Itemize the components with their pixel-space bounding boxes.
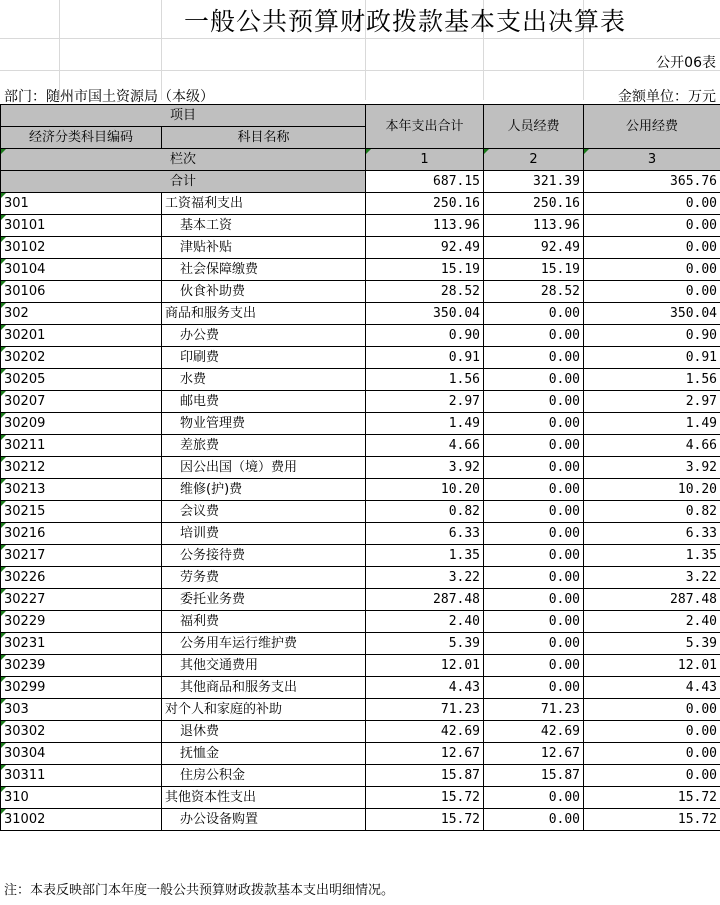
row-name: 邮电费	[162, 391, 366, 413]
row-name: 基本工资	[162, 215, 366, 237]
row-code: 301	[1, 193, 162, 215]
row-public: 0.00	[584, 237, 720, 259]
row-name: 其他交通费用	[162, 655, 366, 677]
row-code: 30231	[1, 633, 162, 655]
row-total: 10.20	[366, 479, 484, 501]
row-personnel: 0.00	[484, 479, 584, 501]
expenditure-table	[0, 104, 720, 831]
header-name: 科目名称	[162, 127, 366, 149]
table-row	[1, 325, 720, 347]
row-total: 42.69	[366, 721, 484, 743]
row-code: 30217	[1, 545, 162, 567]
row-total: 0.82	[366, 501, 484, 523]
row-public: 6.33	[584, 523, 720, 545]
row-total: 0.90	[366, 325, 484, 347]
row-code: 30207	[1, 391, 162, 413]
row-total: 287.48	[366, 589, 484, 611]
table-number: 公开06表	[656, 55, 716, 71]
row-public: 3.22	[584, 567, 720, 589]
row-personnel: 0.00	[484, 413, 584, 435]
table-row	[1, 765, 720, 787]
row-total: 15.72	[366, 809, 484, 831]
department-label: 部门：随州市国土资源局（本级）	[4, 89, 214, 105]
row-code: 30202	[1, 347, 162, 369]
row-code: 30302	[1, 721, 162, 743]
table-row	[1, 589, 720, 611]
row-personnel: 0.00	[484, 457, 584, 479]
row-total: 250.16	[366, 193, 484, 215]
row-personnel: 0.00	[484, 809, 584, 831]
row-public: 4.43	[584, 677, 720, 699]
table-row	[1, 457, 720, 479]
table-row	[1, 633, 720, 655]
table-row	[1, 193, 720, 215]
row-personnel: 0.00	[484, 589, 584, 611]
amount-unit-label: 金额单位：万元	[618, 89, 716, 105]
row-name: 培训费	[162, 523, 366, 545]
row-name: 福利费	[162, 611, 366, 633]
row-public: 0.00	[584, 699, 720, 721]
row-total: 5.39	[366, 633, 484, 655]
row-total: 71.23	[366, 699, 484, 721]
row-public: 10.20	[584, 479, 720, 501]
row-total: 4.43	[366, 677, 484, 699]
row-total: 350.04	[366, 303, 484, 325]
row-code: 30226	[1, 567, 162, 589]
row-name: 公务用车运行维护费	[162, 633, 366, 655]
header-code: 经济分类科目编码	[1, 127, 162, 149]
row-personnel: 0.00	[484, 325, 584, 347]
row-code: 303	[1, 699, 162, 721]
row-code: 30213	[1, 479, 162, 501]
row-name: 劳务费	[162, 567, 366, 589]
row-name: 委托业务费	[162, 589, 366, 611]
row-index	[1, 149, 720, 171]
row-name: 会议费	[162, 501, 366, 523]
row-total: 1.49	[366, 413, 484, 435]
row-public: 12.01	[584, 655, 720, 677]
table-row	[1, 479, 720, 501]
row-name: 办公设备购置	[162, 809, 366, 831]
row-name: 印刷费	[162, 347, 366, 369]
table-row	[1, 391, 720, 413]
row-total: 3.22	[366, 567, 484, 589]
row-personnel: 0.00	[484, 347, 584, 369]
table-row	[1, 259, 720, 281]
table-row	[1, 655, 720, 677]
row-personnel: 0.00	[484, 523, 584, 545]
row-public: 0.90	[584, 325, 720, 347]
row-public: 287.48	[584, 589, 720, 611]
row-public: 0.91	[584, 347, 720, 369]
row-code: 30106	[1, 281, 162, 303]
table-row	[1, 369, 720, 391]
row-code: 31002	[1, 809, 162, 831]
row-code: 30212	[1, 457, 162, 479]
row-public: 0.00	[584, 193, 720, 215]
row-personnel: 0.00	[484, 435, 584, 457]
row-personnel: 0.00	[484, 303, 584, 325]
row-personnel: 0.00	[484, 501, 584, 523]
table-row	[1, 413, 720, 435]
table-row	[1, 721, 720, 743]
row-personnel: 0.00	[484, 655, 584, 677]
row-personnel: 0.00	[484, 611, 584, 633]
header-item: 项目	[1, 105, 366, 127]
row-name: 住房公积金	[162, 765, 366, 787]
row-public: 0.00	[584, 259, 720, 281]
row-name: 公务接待费	[162, 545, 366, 567]
table-row	[1, 501, 720, 523]
row-code: 30205	[1, 369, 162, 391]
table-row	[1, 347, 720, 369]
row-name: 工资福利支出	[162, 193, 366, 215]
row-total: 0.91	[366, 347, 484, 369]
row-personnel: 71.23	[484, 699, 584, 721]
row-public: 15.72	[584, 809, 720, 831]
table-row	[1, 215, 720, 237]
row-personnel: 0.00	[484, 677, 584, 699]
row-public: 0.00	[584, 281, 720, 303]
row-code: 30101	[1, 215, 162, 237]
row-public: 0.00	[584, 721, 720, 743]
row-code: 30311	[1, 765, 162, 787]
row-total: 2.97	[366, 391, 484, 413]
row-name: 水费	[162, 369, 366, 391]
total-personnel: 321.39	[484, 171, 584, 193]
table-row	[1, 281, 720, 303]
row-total: 113.96	[366, 215, 484, 237]
row-public: 1.49	[584, 413, 720, 435]
row-personnel: 113.96	[484, 215, 584, 237]
row-total: 92.49	[366, 237, 484, 259]
row-total: 1.56	[366, 369, 484, 391]
row-total: 1.35	[366, 545, 484, 567]
row-personnel: 92.49	[484, 237, 584, 259]
row-total: 12.01	[366, 655, 484, 677]
row-code: 30227	[1, 589, 162, 611]
row-personnel: 0.00	[484, 787, 584, 809]
row-personnel: 0.00	[484, 567, 584, 589]
row-name: 抚恤金	[162, 743, 366, 765]
row-public: 1.35	[584, 545, 720, 567]
row-name: 物业管理费	[162, 413, 366, 435]
row-total: 2.40	[366, 611, 484, 633]
row-total: 3.92	[366, 457, 484, 479]
table-row	[1, 523, 720, 545]
row-name: 津贴补贴	[162, 237, 366, 259]
row-code: 30102	[1, 237, 162, 259]
table-row	[1, 699, 720, 721]
row-name: 伙食补助费	[162, 281, 366, 303]
row-public: 350.04	[584, 303, 720, 325]
row-personnel: 15.19	[484, 259, 584, 281]
total-row	[1, 171, 720, 193]
table-row	[1, 545, 720, 567]
row-public: 2.97	[584, 391, 720, 413]
row-total: 12.67	[366, 743, 484, 765]
row-name: 对个人和家庭的补助	[162, 699, 366, 721]
header-row-item	[1, 105, 720, 127]
row-personnel: 0.00	[484, 391, 584, 413]
row-name: 因公出国（境）费用	[162, 457, 366, 479]
row-index-label: 栏次	[1, 149, 366, 171]
row-index-1: 1	[366, 149, 484, 171]
row-name: 商品和服务支出	[162, 303, 366, 325]
row-personnel: 28.52	[484, 281, 584, 303]
row-code: 30201	[1, 325, 162, 347]
header-total: 本年支出合计	[366, 105, 484, 149]
row-code: 30209	[1, 413, 162, 435]
row-total: 6.33	[366, 523, 484, 545]
row-public: 3.92	[584, 457, 720, 479]
total-total: 687.15	[366, 171, 484, 193]
table-row	[1, 787, 720, 809]
footnote: 注：本表反映部门本年度一般公共预算财政拨款基本支出明细情况。	[4, 883, 395, 898]
row-code: 310	[1, 787, 162, 809]
row-total: 4.66	[366, 435, 484, 457]
row-code: 30211	[1, 435, 162, 457]
row-name: 维修(护)费	[162, 479, 366, 501]
table-row	[1, 611, 720, 633]
row-public: 1.56	[584, 369, 720, 391]
row-code: 30304	[1, 743, 162, 765]
row-public: 2.40	[584, 611, 720, 633]
row-name: 办公费	[162, 325, 366, 347]
row-personnel: 0.00	[484, 545, 584, 567]
table-row	[1, 435, 720, 457]
row-name: 差旅费	[162, 435, 366, 457]
row-index-3: 3	[584, 149, 720, 171]
row-personnel: 0.00	[484, 369, 584, 391]
row-code: 30299	[1, 677, 162, 699]
row-total: 15.19	[366, 259, 484, 281]
row-code: 30104	[1, 259, 162, 281]
row-public: 0.00	[584, 743, 720, 765]
row-public: 5.39	[584, 633, 720, 655]
row-index-2: 2	[484, 149, 584, 171]
row-code: 30239	[1, 655, 162, 677]
row-code: 30216	[1, 523, 162, 545]
row-total: 28.52	[366, 281, 484, 303]
total-label: 合计	[1, 171, 366, 193]
header-personnel: 人员经费	[484, 105, 584, 149]
table-row	[1, 677, 720, 699]
row-code: 30215	[1, 501, 162, 523]
table-row	[1, 567, 720, 589]
row-public: 0.82	[584, 501, 720, 523]
page-title: 一般公共预算财政拨款基本支出决算表	[183, 7, 626, 36]
row-public: 4.66	[584, 435, 720, 457]
row-personnel: 15.87	[484, 765, 584, 787]
row-total: 15.87	[366, 765, 484, 787]
header-public: 公用经费	[584, 105, 720, 149]
table-row	[1, 237, 720, 259]
row-personnel: 12.67	[484, 743, 584, 765]
row-personnel: 0.00	[484, 633, 584, 655]
row-code: 30229	[1, 611, 162, 633]
row-personnel: 42.69	[484, 721, 584, 743]
table-row	[1, 303, 720, 325]
row-personnel: 250.16	[484, 193, 584, 215]
table-row	[1, 743, 720, 765]
row-name: 退休费	[162, 721, 366, 743]
row-public: 0.00	[584, 765, 720, 787]
table-row	[1, 809, 720, 831]
row-code: 302	[1, 303, 162, 325]
row-name: 其他资本性支出	[162, 787, 366, 809]
total-public: 365.76	[584, 171, 720, 193]
row-total: 15.72	[366, 787, 484, 809]
row-public: 0.00	[584, 215, 720, 237]
row-public: 15.72	[584, 787, 720, 809]
row-name: 其他商品和服务支出	[162, 677, 366, 699]
row-name: 社会保障缴费	[162, 259, 366, 281]
